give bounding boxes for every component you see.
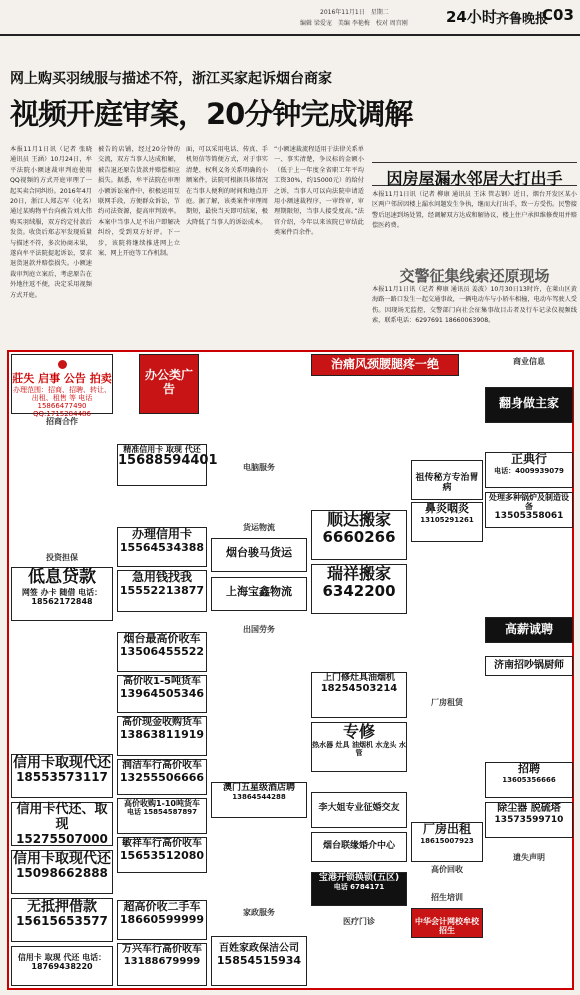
- article-column-1: 本报11月1日讯（记者 张晓 通讯员 王涵）10月24日，牟平法院小额速裁审判庭使用QQ视频的方式开庭审理了一起买卖合同纠纷。2016年4月20日，浙江人郑志军（化名）通过某购物平台向被告刘大伟购买羽绒服，双方约定付款后发货。收货后郑志军发现质量与描述不符，多次协商未果，遂向牟平法院提起诉讼，要求退货退款并赔偿损失。小额速裁审判庭立案后，考虑原告在外地往返不便，决定采用视频方式开庭。: [10, 146, 92, 299]
- ad-rhinitis: 鼻炎咽炎 13105291261: [411, 502, 483, 542]
- category-rent: 厂房租赁: [431, 698, 463, 707]
- ad-no-collateral-loan: 无抵押借款 15615653577: [11, 898, 113, 942]
- right-article-2-body: 本报11月1日讯（记者 柳康 通讯员 姜波）10月30日13时许，在莱山区黄海路一路口发生一起交通事故，一辆电动车与小轿车相撞，电动车驾驶人受伤。因现场无监控，交警部门向社会征集事故目击者及行车记录仪视频线索，联系电话：6297691 18660063908。: [372, 286, 577, 325]
- ad-fanshen-home: 翻身做主家: [485, 387, 573, 423]
- category-finance: 投资担保: [46, 553, 78, 562]
- ad-cleaning-company: 百姓家政保洁公司 15854515934: [211, 936, 307, 986]
- logo-icon: [58, 360, 67, 369]
- ad-accounting-school: 中华会计网校牟校招生: [411, 908, 483, 938]
- category-business: 商业信息: [513, 357, 545, 366]
- article-column-2: 被告的店铺，经过20分钟的交流，双方当事人达成和解，被告退还原告货款并赔偿相应损失。据悉，牟平法院在审理小额诉讼案件中，积极运用互联网手段，方便群众诉讼，节约司法资源，提高审判效率。本案中当事人足不出户即解决纠纷，受到双方好评。下一步，该院将继续推进网上立案、网上开庭等工作机制。: [98, 146, 180, 258]
- paper-logo: 齐鲁晚报: [496, 12, 549, 27]
- category-recruit-abroad: 出国劳务: [243, 625, 275, 634]
- right-article-2-headline: 交警征集线索还原现场: [399, 267, 550, 285]
- ad-matchmaking: 李大姐专业征婚交友: [311, 792, 407, 828]
- ad-gout-cure: 治痛风颈腰腿疼一绝: [311, 354, 459, 376]
- article-subhead: 网上购买羽绒服与描述不符，浙江买家起诉烟台商家: [10, 71, 332, 87]
- ad-chef-recruit: 济南招吵锅厨师: [485, 656, 573, 676]
- category-electrical: 电脑服务: [243, 463, 275, 472]
- category-education: 招生培训: [431, 893, 463, 902]
- category-medical: 医疗门诊: [343, 917, 375, 926]
- ad-truck-buyer-2: 高价现金收购货车 13863811919: [117, 716, 207, 756]
- ad-credit-card-1: 信用卡取现代还 18553573117: [11, 754, 113, 798]
- ad-credit-card-4: 信用卡 取现 代还 电话：18769438220: [11, 946, 113, 986]
- category-housekeeping: 家政服务: [243, 908, 275, 917]
- date-line: 2016年11月1日 星期二: [320, 9, 389, 16]
- ad-office-banner: 办公类广告: [139, 354, 199, 414]
- ad-car-buyer-1: 烟台最高价收车 13506455522: [117, 632, 207, 672]
- category-recycle: 高价回收: [431, 865, 463, 874]
- category-lost-notice: 遗失声明: [513, 853, 545, 862]
- ad-truck-buyer-3: 高价收购1-10吨货车 电话 15854587897: [117, 798, 207, 834]
- section-title: 24小时: [446, 8, 497, 26]
- ad-low-interest-loan: 低息贷款 网签 办卡 随借 电话：18562172848: [11, 567, 113, 621]
- ad-macau-hotel: 澳门五星级酒店聘 13864544288: [211, 782, 307, 818]
- ad-ruixiang-moving: 瑞祥搬家 6342200: [311, 564, 407, 614]
- ad-apply-credit-card: 办理信用卡 15564534388: [117, 527, 207, 567]
- ad-credit-card-2: 信用卡代还、取现 15275507000: [11, 802, 113, 846]
- ad-used-car-buyer: 超高价收二手车 18660599999: [117, 900, 207, 940]
- ad-shanghai-logistics: 上海宝鑫物流: [211, 577, 307, 611]
- ad-urgent-cash: 急用钱找我 15552213877: [117, 570, 207, 612]
- category-cooperation: 招商合作: [46, 417, 78, 426]
- right-article-1-headline: 因房屋漏水邻居大打出手: [372, 162, 577, 186]
- article-column-4: “小额速裁流程适用于法律关系单一、事实清楚，争议标的金额小（低于上一年度全省职工年平均工资30%，约15000元）的给付之诉，当事人可以向法院申请适用小额速裁程序，一审终审，审理期限短，当事人接受度高。”法官介绍，今年以来该院已审结此类案件百余件。: [274, 146, 364, 237]
- ad-car-buyer-4: 万兴车行高价收车 13188679999: [117, 943, 207, 986]
- ad-factory-rent: 厂房出租 18615007923: [411, 822, 483, 862]
- page-number: C03: [542, 6, 574, 24]
- classified-ads-section: [7, 350, 574, 990]
- ad-boiler: 处理多种锅炉及制造设备 13505358061: [485, 492, 573, 528]
- ad-locksmith: 宝港开锁换锁(五区) 电话 6784171: [311, 872, 407, 906]
- ad-marriage-agency: 烟台联缘婚介中心: [311, 832, 407, 862]
- ad-stove-repair: 上门修灶具油烟机 18254503214: [311, 672, 407, 718]
- ad-notice: 莊失 启事 公告 拍卖 办理范围：招商、招聘、转让、出租、租售 等 电话 15866477490 QQ:1715284486: [11, 354, 113, 414]
- ad-recruit: 招聘 13605356666: [485, 762, 573, 798]
- ad-credit-card-3: 信用卡取现代还 15098662888: [11, 850, 113, 894]
- ad-truck-buyer-1: 高价收1-5吨货车 13964505346: [117, 675, 207, 713]
- category-logistics: 货运物流: [243, 523, 275, 532]
- ad-shunda-moving: 顺达搬家 6660266: [311, 510, 407, 560]
- ad-stomach-remedy: 祖传秘方专治胃病: [411, 460, 483, 500]
- ad-precision-credit: 精准信用卡 取现 代还 15688594401: [117, 444, 207, 486]
- article-column-3: 面，可以采用电话、传真、手机短信等简便方式，对于事实清楚、权利义务关系明确的小额案件，法院可根据具体情况在当事人便利的时间和地点开庭。据了解，该类案件审理周期短，最快当天即可结案，极大降低了当事人的诉讼成本。: [186, 146, 268, 226]
- editor-line: 编辑 梁爱宠 美编 李艳梅 校对 周宫刚: [300, 20, 408, 27]
- right-article-1-body: 本报11月1日讯（记者 柳康 通讯员 王沫 管志钢）近日，烟台开发区某小区两户邻居因楼上漏水问题发生争执，继而大打出手，致一方受伤。民警接警后迅速到场处置，经调解双方达成和解协议，楼上住户承担维修费用并赔偿医药费。: [372, 191, 577, 230]
- ad-car-buyer-3: 敏祥车行高价收车 15653512080: [117, 837, 207, 873]
- ad-dust-collector: 除尘器 脱硫塔 13573599710: [485, 802, 573, 838]
- ad-repair-service: 专修 热水器 灶具 油烟机 水龙头 水管: [311, 722, 407, 772]
- ad-car-buyer-2: 润洁车行高价收车 13255506666: [117, 759, 207, 795]
- ad-zhengdian: 正典行 电话：4009939079: [485, 452, 573, 488]
- article-headline: 视频开庭审案，20分钟完成调解: [10, 97, 413, 131]
- ad-horse-freight: 烟台骏马货运: [211, 538, 307, 572]
- ad-high-salary: 高薪诚聘: [485, 617, 573, 643]
- masthead: [0, 0, 580, 36]
